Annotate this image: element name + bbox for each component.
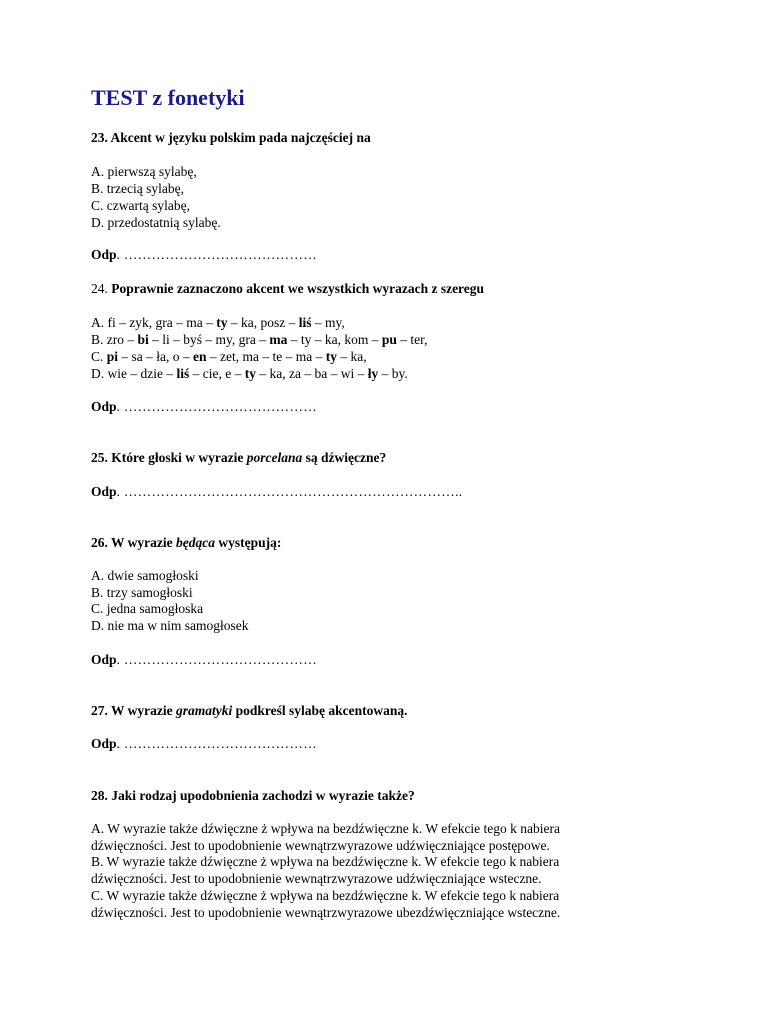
option-text: – my,	[311, 315, 345, 330]
option-text: – ka, za – ba – wi –	[255, 366, 368, 381]
q28-option-a-line1: A. W wyrazie także dźwięczne ż wpływa na bezdźwięczne k. W efekcie tego k nabiera	[91, 821, 561, 836]
q28-option-a-line2: dźwięczności. Jest to upodobnienie wewnątrzwyrazowe udźwięczniające postępowe.	[91, 838, 550, 853]
option-text: C.	[91, 349, 107, 364]
answer-label: Odp	[91, 247, 117, 262]
question-28: 28. Jaki rodzaj upodobnienia zachodzi w wyrazie także?	[91, 788, 415, 803]
answer-label: Odp	[91, 652, 117, 667]
q26-option-d: D. nie ma w nim samogłosek	[91, 618, 249, 633]
q26-text-pre: 26. W wyrazie	[91, 535, 176, 550]
stressed-syllable: ty	[216, 315, 228, 330]
q27-text-post: podkreśl sylabę akcentowaną.	[232, 703, 408, 718]
q28-option-b-line1: B. W wyrazie także dźwięczne ż wpływa na bezdźwięczne k. W efekcie tego k nabiera	[91, 854, 560, 869]
stressed-syllable: pi	[106, 349, 119, 364]
stressed-syllable: ty	[325, 349, 337, 364]
answer-dots: . ……………………………………	[116, 399, 318, 414]
q24-text: Poprawnie zaznaczono akcent we wszystkich wyrazach z szeregu	[111, 281, 485, 296]
stressed-syllable: ty	[244, 366, 256, 381]
q26-word: będąca	[176, 535, 215, 550]
stressed-syllable: pu	[381, 332, 397, 347]
option-text: – sa – ła, o –	[118, 349, 194, 364]
q23-option-c: C. czwartą sylabę,	[91, 198, 190, 213]
option-text: – ka, posz –	[227, 315, 299, 330]
option-text: – ty – ka, kom –	[287, 332, 382, 347]
option-text: B. zro –	[91, 332, 138, 347]
q27-text-pre: 27. W wyrazie	[91, 703, 176, 718]
q23-option-d: D. przedostatnią sylabę.	[91, 215, 221, 230]
q25-text-pre: 25. Które głoski w wyrazie	[91, 450, 247, 465]
option-text: – ter,	[396, 332, 428, 347]
stressed-syllable: ma	[269, 332, 288, 347]
stressed-syllable: liś	[298, 315, 312, 330]
q23-option-a: A. pierwszą sylabę,	[91, 164, 197, 179]
option-text: – zet, ma – te – ma –	[206, 349, 326, 364]
option-text: D. wie – dzie –	[91, 366, 177, 381]
answer-dots: . ……………………………………	[116, 247, 318, 262]
question-26	[91, 534, 281, 551]
q25-text-post: są dźwięczne?	[302, 450, 387, 465]
answer-dots-long: . ………………………………………………………………..	[116, 484, 463, 499]
stressed-syllable: bi	[137, 332, 149, 347]
question-24	[91, 280, 484, 297]
q24-number: 24.	[91, 281, 108, 296]
answer-dots: . ……………………………………	[116, 652, 318, 667]
option-text: – ka,	[337, 349, 367, 364]
q23-option-b: B. trzecią sylabę,	[91, 181, 184, 196]
answer-label: Odp	[91, 736, 117, 751]
q25-answer-line	[91, 483, 462, 500]
option-text: A. fi – zyk, gra – ma –	[91, 315, 217, 330]
q26-option-c: C. jedna samogłoska	[91, 601, 204, 616]
q26-answer-line	[91, 651, 317, 668]
answer-dots: . ……………………………………	[116, 736, 318, 751]
option-text: – cie, e –	[189, 366, 245, 381]
q26-option-b: B. trzy samogłoski	[91, 585, 193, 600]
q24-option-a	[91, 314, 345, 331]
question-27	[91, 702, 408, 719]
page-title: TEST z fonetyki	[91, 85, 245, 110]
option-text: – li – byś – my, gra –	[148, 332, 270, 347]
stressed-syllable: liś	[176, 366, 190, 381]
question-23: 23. Akcent w języku polskim pada najczęściej na	[91, 130, 371, 145]
q24-option-b	[91, 331, 428, 348]
answer-label: Odp	[91, 484, 117, 499]
q27-answer-line	[91, 735, 317, 752]
q24-option-c	[91, 348, 367, 365]
q28-option-c-line2: dźwięczności. Jest to upodobnienie wewnątrzwyrazowe ubezdźwięczniające wsteczne.	[91, 905, 561, 920]
q28-option-b-line2: dźwięczności. Jest to upodobnienie wewnątrzwyrazowe udźwięczniające wsteczne.	[91, 871, 542, 886]
stressed-syllable: en	[193, 349, 207, 364]
q24-option-d	[91, 365, 408, 382]
stressed-syllable: ły	[367, 366, 379, 381]
q26-text-post: występują:	[214, 535, 282, 550]
answer-label: Odp	[91, 399, 117, 414]
q23-answer-line	[91, 246, 317, 263]
question-25	[91, 449, 386, 466]
q25-word: porcelana	[246, 450, 303, 465]
option-text: – by.	[378, 366, 408, 381]
q28-option-c-line1: C. W wyrazie także dźwięczne ż wpływa na bezdźwięczne k. W efekcie tego k nabiera	[91, 888, 560, 903]
q26-option-a: A. dwie samogłoski	[91, 568, 199, 583]
q24-answer-line	[91, 398, 317, 415]
q27-word: gramatyki	[176, 703, 233, 718]
